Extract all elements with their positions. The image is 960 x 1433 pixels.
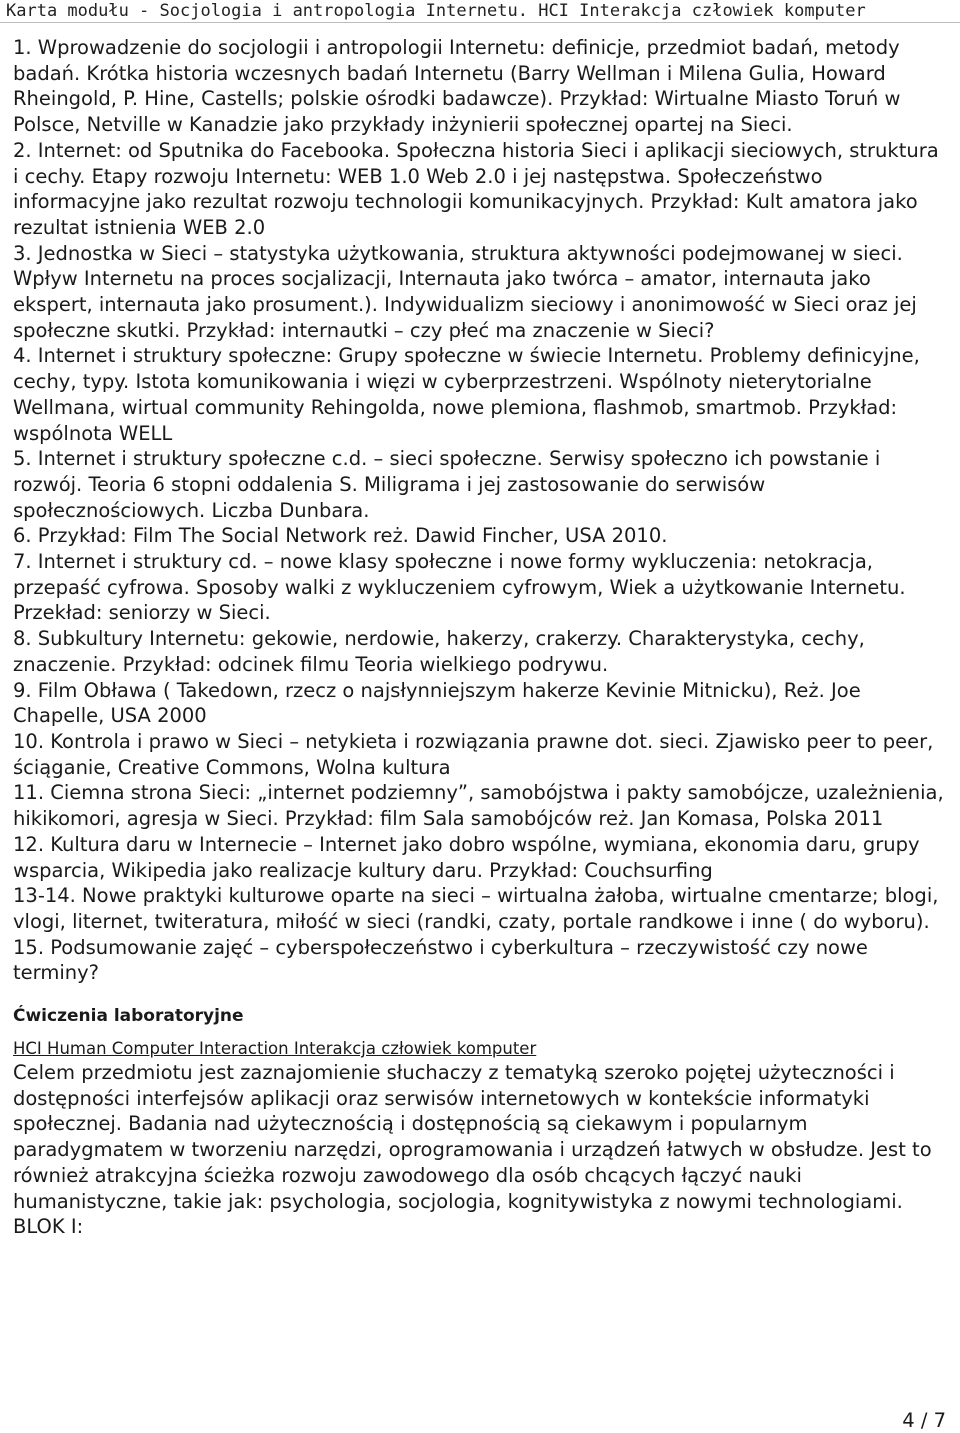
program-item: 12. Kultura daru w Internecie – Internet jako dobro wspólne, wymiana, ekonomia daru, grupy wsparcia, Wikipedia jako realizacje kultury daru. Przykład: Couchsurfing [13, 832, 920, 882]
program-item: 2. Internet: od Sputnika do Facebooka. Społeczna historia Sieci i aplikacji sieciowych, struktura i cechy. Etapy rozwoju Internetu: WEB 1.0 Web 2.0 i jej następstwa. Społeczeństwo informacyjne jako rezultat rozwoju technologii komunikacyjnych. Przykład: Kult amatora jako rezultat istnienia WEB 2.0 [13, 138, 939, 239]
program-item: 5. Internet i struktury społeczne c.d. – sieci społeczne. Serwisy społeczno ich powstanie i rozwój. Teoria 6 stopni oddalenia S. Miligrama i jej zastosowanie do serwisów społecznościowych. Liczba Dunbara. [13, 447, 881, 522]
page-header [0, 0, 960, 22]
page-number: 4 / 7 [902, 1409, 946, 1432]
program-item: 9. Film Obława ( Takedown, rzecz o najsłynniejszym hakerze Kevinie Mitnicku), Reż. Joe Chapelle, USA 2000 [13, 678, 861, 728]
lab-section-heading: Ćwiczenia laboratoryjne [13, 1006, 244, 1027]
program-item: 8. Subkultury Internetu: gekowie, nerdowie, hakerzy, crakerzy. Charakterystyka, cechy, znaczenie. Przykład: odcinek filmu Teoria wielkiego podrywu. [13, 627, 865, 676]
program-item: 7. Internet i struktury cd. – nowe klasy społeczne i nowe formy wykluczenia: netokracja, przepaść cyfrowa. Sposoby walki z wykluczeniem cyfrowym, Wiek a użytkowanie Internetu. Przekład: seniorzy w Sieci. [13, 550, 906, 625]
document-body [13, 35, 949, 1240]
header-divider [0, 22, 960, 23]
hci-link[interactable]: HCI Human Computer Interaction Interakcja człowiek komputer [13, 1039, 537, 1059]
header-title: Karta modułu - Socjologia i antropologia Internetu. HCI Interakcja człowiek komputer [6, 1, 866, 21]
lab-description: Celem przedmiotu jest zaznajomienie słuchaczy z tematyką szeroko pojętej użyteczności i dostępności interfejsów aplikacji oraz serwisów internetowych w kontekście informatyki społecznej. Badania nad użytecznością i dostępnością są ciekawym i popularnym paradygmatem w tworzeniu narzędzi, oprogramowania i urządzeń łatwych w obsłudze. Jest to również atrakcyjna ścieżka rozwoju zawodowego dla osób chcących łączyć nauki humanistyczne, takie jak: psychologia, socjologia, kognitywistyka z nowymi technologiami. [13, 1061, 932, 1213]
program-list [13, 35, 949, 986]
program-item: 13-14. Nowe praktyki kulturowe oparte na sieci – wirtualna żałoba, wirtualne cmentarze; blogi, vlogi, liternet, twiteratura, miłość w sieci (randki, czaty, portale randkowe i inne ( do wyboru). [13, 884, 939, 933]
program-item: 1. Wprowadzenie do socjologii i antropologii Internetu: definicje, przedmiot badań, metody badań. Krótka historia wczesnych badań Internetu (Barry Wellman i Milena Gulia, Howard Rheingold, P. Hine, Castells; polskie ośrodki badawcze). Przykład: Wirtualne Miasto Toruń w Polsce, Netville w Kanadzie jako przykłady inżynierii społecznej opartej na Sieci. [13, 36, 901, 137]
blok-label: BLOK I: [13, 1215, 84, 1239]
program-item: 3. Jednostka w Sieci – statystyka użytkowania, struktura aktywności podejmowanej w sieci. Wpływ Internetu na proces socjalizacji, Internauta jako twórca – amator, internauta jako ekspert, internauta jako prosument.). Indywidualizm sieciowy i anonimowość w Sieci oraz jej społeczne skutki. Przykład: internautki – czy płeć ma znaczenie w Sieci? [13, 241, 917, 342]
program-item: 4. Internet i struktury społeczne: Grupy społeczne w świecie Internetu. Problemy definicyjne, cechy, typy. Istota komunikowania i więzi w cyberprzestrzeni. Wspólnoty nieterytorialne Wellmana, wirtual community Rehingolda, nowe plemiona, flashmob, smartmob. Przykład: wspólnota WELL [13, 344, 920, 445]
program-item: 15. Podsumowanie zajęć – cyberspołeczeństwo i cyberkultura – rzeczywistość czy nowe terminy? [13, 935, 868, 985]
program-item: 6. Przykład: Film The Social Network reż. Dawid Fincher, USA 2010. [13, 524, 668, 548]
program-item: 11. Ciemna strona Sieci: „internet podziemny”, samobójstwa i pakty samobójcze, uzależnienia, hikikomori, agresja w Sieci. Przykład: film Sala samobójców reż. Jan Komasa, Polska 2011 [13, 781, 944, 831]
program-item: 10. Kontrola i prawo w Sieci – netykieta i rozwiązania prawne dot. sieci. Zjawisko peer to peer, ściąganie, Creative Commons, Wolna kultura [13, 729, 934, 779]
